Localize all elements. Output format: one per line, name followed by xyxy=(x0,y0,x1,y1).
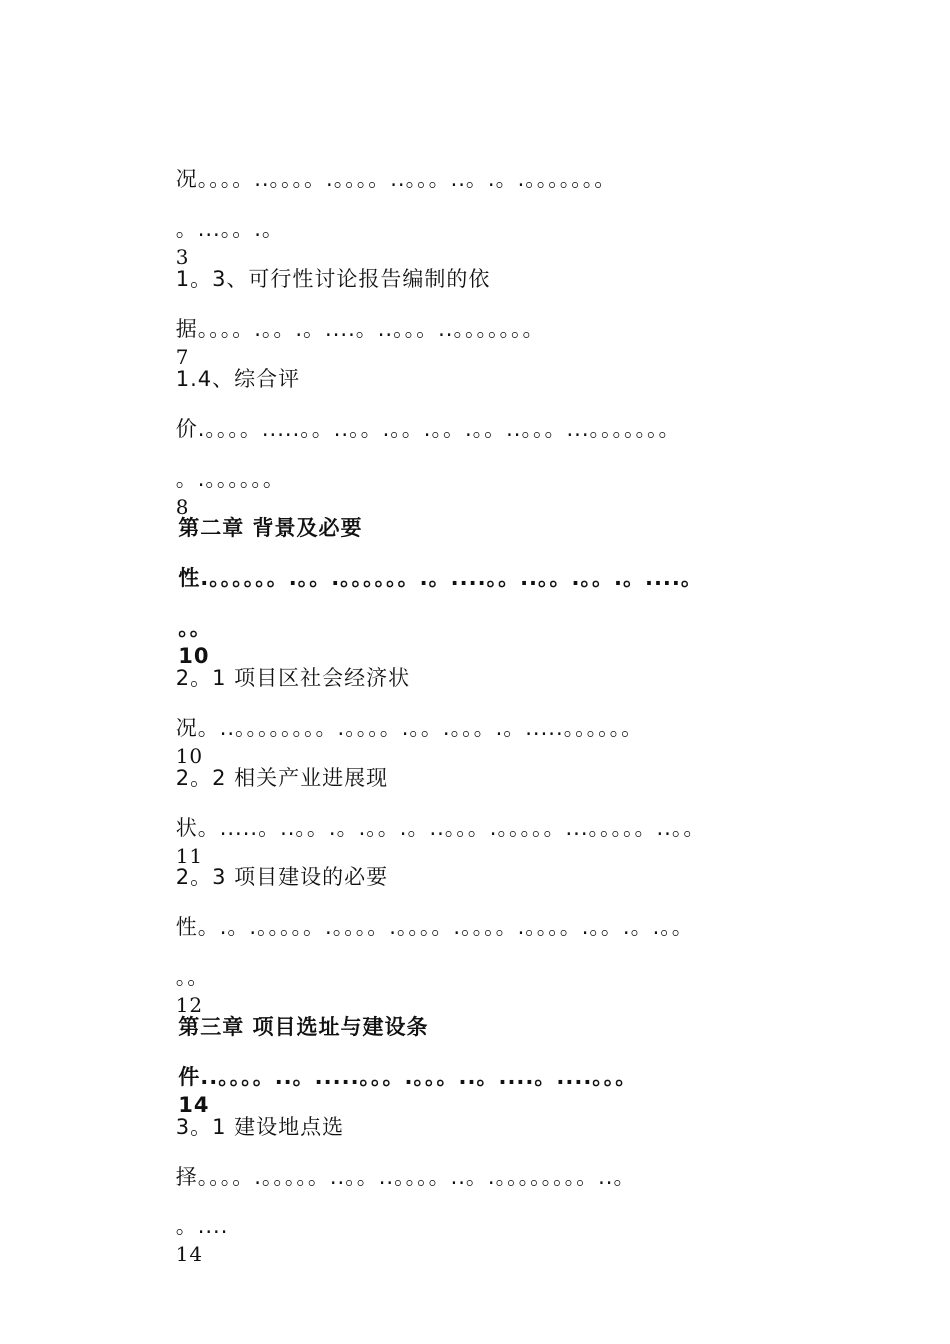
toc-dots: 据。。。。.。。.。....。..。。。..。。。。。。。 xyxy=(175,317,545,341)
toc-page-number: 3 xyxy=(175,245,190,269)
toc-page-number: 11 xyxy=(175,844,204,868)
toc-text: 1.4、综合评 xyxy=(175,367,301,391)
toc-dots: 。。 xyxy=(178,616,212,640)
toc-dots: 。.... xyxy=(175,1214,229,1238)
toc-text: 性。.。.。。。。。.。。。。.。。。。.。。。。.。。。。.。。.。.。。 xyxy=(175,915,694,939)
toc-text: 2。1 项目区社会经济状 xyxy=(175,666,411,690)
toc-page-number: 14 xyxy=(178,1093,210,1117)
toc-text: 择。。。。.。。。。。..。。..。。。。..。.。。。。。。。。..。 xyxy=(175,1165,636,1189)
toc-text: 3。1 建设地点选 xyxy=(175,1115,345,1139)
toc-entry-continuation xyxy=(145,885,694,969)
toc-dots: 。.。。。。。。 xyxy=(175,467,285,491)
toc-text: 2。3 项目建设的必要 xyxy=(175,865,389,889)
toc-dots: 况。..。。。。。。。。.。。。。.。。.。。。.。.....。。。。。。 xyxy=(175,716,644,740)
toc-page-number: 10 xyxy=(178,644,210,668)
toc-page-number: 8 xyxy=(175,495,190,519)
toc-entry-continuation xyxy=(145,1184,228,1296)
toc-text: 第二章 背景及必要 xyxy=(178,516,363,540)
toc-text: 性.。。。。。。.。。.。。。。。。.。....。。..。。.。。.。....。 xyxy=(178,566,703,590)
toc-dots: 。...。。.。 xyxy=(175,217,284,241)
toc-text: 价.。。。。.....。。..。。.。。.。。.。。..。。。...。。。。。。。 xyxy=(175,417,681,441)
toc-dots: 。。 xyxy=(175,965,210,989)
toc-text: 况。。。。..。。。。.。。。。..。。。..。.。.。。。。。。。 xyxy=(175,167,617,191)
toc-text: 1。3、可行性讨论报告编制的依 xyxy=(175,267,491,291)
toc-page-number: 14 xyxy=(175,1242,204,1266)
toc-page-number: 7 xyxy=(175,345,190,369)
toc-page-number: 12 xyxy=(175,993,204,1017)
toc-entry-continuation xyxy=(145,536,703,620)
toc-text: 第三章 项目选址与建设条 xyxy=(178,1015,429,1039)
toc-dots: 件..。。。。..。.....。。。.。。。..。....。....。。。 xyxy=(178,1065,638,1089)
toc-page-number: 10 xyxy=(175,744,204,768)
toc-dots: 状。.....。..。。.。.。。.。..。。。.。。。。。...。。。。。..。。 xyxy=(175,816,706,840)
toc-text: 2。2 相关产业进展现 xyxy=(175,766,389,790)
